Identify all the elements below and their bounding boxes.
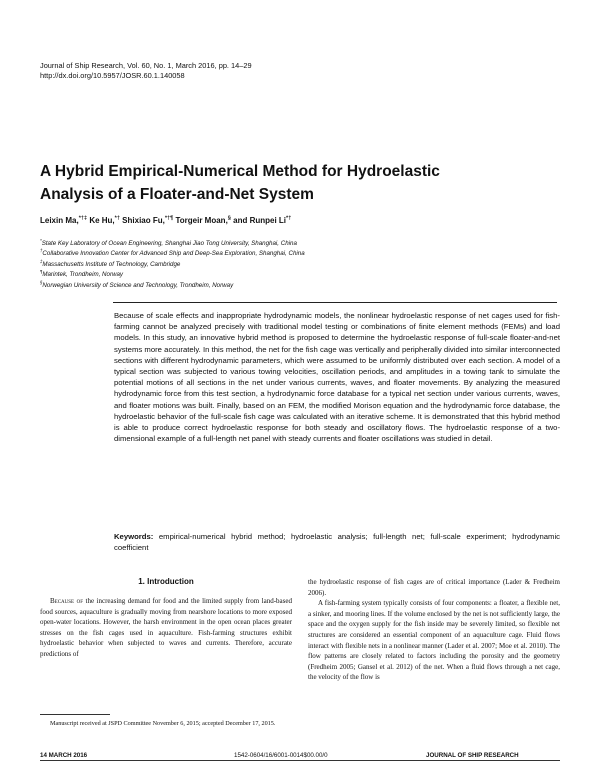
- footer-page-date: 14 MARCH 2016: [40, 752, 88, 759]
- keywords: [114, 531, 560, 553]
- affiliation-list: [40, 239, 305, 291]
- affiliation-mark: §: [40, 279, 43, 285]
- author-marks: *†: [114, 215, 120, 222]
- intro-paragraph: [40, 596, 292, 660]
- affiliation-item: [40, 239, 305, 249]
- affiliation-item: [40, 270, 305, 280]
- affiliation-mark: ¶: [40, 269, 43, 275]
- affiliation-mark: ‡: [40, 258, 43, 264]
- intro-lead-smallcaps: Because of: [50, 597, 83, 605]
- affiliation-item: [40, 260, 305, 270]
- affiliation-text: State Key Laboratory of Ocean Engineering, Shanghai Jiao Tong University, Shanghai, China: [41, 240, 297, 247]
- intro-paragraph: the hydroelastic response of fish cages are of critical importance (Lader & Fredheim 2006).: [308, 578, 560, 597]
- author-marks: *†¶: [164, 215, 174, 222]
- paper-title: [40, 160, 560, 206]
- abstract-divider: [113, 302, 557, 303]
- author-name: Ke Hu,: [87, 216, 115, 225]
- footer-journal: JOURNAL OF SHIP RESEARCH: [426, 752, 519, 759]
- section-heading-introduction: 1. Introduction: [138, 577, 194, 586]
- journal-doi[interactable]: http://dx.doi.org/10.5957/JOSR.60.1.140058: [40, 71, 185, 80]
- author-name: Shixiao Fu,: [119, 216, 165, 225]
- abstract: Because of scale effects and inappropriate hydrodynamic models, the nonlinear hydroelastic response of net cages used for fish-farming cannot be analyzed precisely with traditional model testing or combinations of finite element methods (FEMs) and load models. In this study, an innovative hybrid method is proposed to determine the hydroelastic response of full-scale floater-and-net systems more accurately. In this method, the net for the fish cage was vertically and peripherally divided into similar interconnected sections with different hydrodynamic parameters, which were assumed to be uniformly distributed over each section. A model of a typical section was subjected to various towing velocities, oscillation periods, and amplitudes in a towing tank to simulate the potential motions of all sections in the net under various currents, waves, and floater movements. By analyzing the measured hydrodynamic force from this test section, a hydrodynamic force database for a typical net section under various currents, waves, and floater motions was built. Finally, based on an FEM, the modified Morison equation and the hydrodynamic force database, the hydroelastic behavior of the full-scale fish cage was calculated with an iterative scheme. It is demonstrated that this hybrid method is able to produce correct hydroelastic response for both steady and oscillatory flows. The hydroelastic response of a two-dimensional example of a full-length net panel with steady currents and floater oscillations was studied in detail.: [114, 311, 560, 444]
- footnote: Manuscript received at JSPD Committee November 6, 2015; accepted December 17, 2015.: [50, 720, 276, 727]
- affiliation-item: [40, 249, 305, 259]
- left-column: [40, 596, 292, 660]
- journal-header: [40, 61, 252, 81]
- keywords-text: empirical-numerical hybrid method; hydroelastic analysis; full-length net; full-scale experiment; hydrodynamic coefficient: [114, 532, 560, 553]
- affiliation-text: Massachusetts Institute of Technology, Cambridge: [42, 260, 181, 268]
- journal-citation: Journal of Ship Research, Vol. 60, No. 1, March 2016, pp. 14–29: [40, 61, 252, 70]
- keywords-label: Keywords:: [114, 532, 154, 541]
- affiliation-text: Norwegian University of Science and Technology, Trondheim, Norway: [42, 281, 234, 289]
- author-name: and Runpei Li: [230, 216, 287, 225]
- affiliation-item: [40, 281, 305, 291]
- affiliation-text: Collaborative Innovation Center for Advanced Ship and Deep-Sea Exploration, Shanghai, China: [42, 250, 305, 258]
- title-line-1: A Hybrid Empirical-Numerical Method for Hydroelastic: [40, 163, 440, 180]
- affiliation-mark: *: [40, 237, 42, 243]
- author-list: [40, 216, 291, 225]
- title-line-2: Analysis of a Floater-and-Net System: [40, 186, 314, 203]
- intro-paragraph-text: the increasing demand for food and the limited supply from land-based food sources, aquaculture is gradually moving from nearshore locations to more exposed open-water locations. However, the harsh environment in the open ocean places greater stresses on the fish cages used in aquaculture. Fish-farming structures exhibit hydroelastic behavior when subjected to waves and currents. Therefore, accurate predictions of: [40, 597, 292, 658]
- author-name: Leixin Ma,: [40, 216, 79, 225]
- affiliation-text: Marintek, Trondheim, Norway: [42, 271, 124, 279]
- intro-paragraph: A fish-farming system typically consists of four components: a floater, a flexible net, a sinker, and mooring lines. If the volume enclosed by the net is not sufficiently large, the space and the oxygen supply for the fish inside may be severely limited, so flexible net structures are considered an essential component of an aquaculture cage. Fluid flows interact with flexible nets in a nonlinear manner (Lader et al. 2007; Moe et al. 2010). The flow patterns are closely related to factors including the porosity and the geometry (Fredheim 2005; Gansel et al. 2012) of the net. When a fluid flows through a net cage, the velocity of the flow is: [308, 599, 560, 682]
- footer-issn: 1542-0604/16/6001-0014$00.00/0: [234, 752, 328, 759]
- author-marks: §: [227, 215, 231, 222]
- right-column: [308, 577, 560, 683]
- author-name: Torgeir Moan,: [173, 216, 228, 225]
- author-marks: *†‡: [78, 215, 88, 222]
- affiliation-mark: †: [40, 248, 43, 254]
- author-marks: *†: [286, 215, 292, 222]
- footer-divider: [40, 760, 560, 761]
- footnote-divider: [40, 714, 110, 715]
